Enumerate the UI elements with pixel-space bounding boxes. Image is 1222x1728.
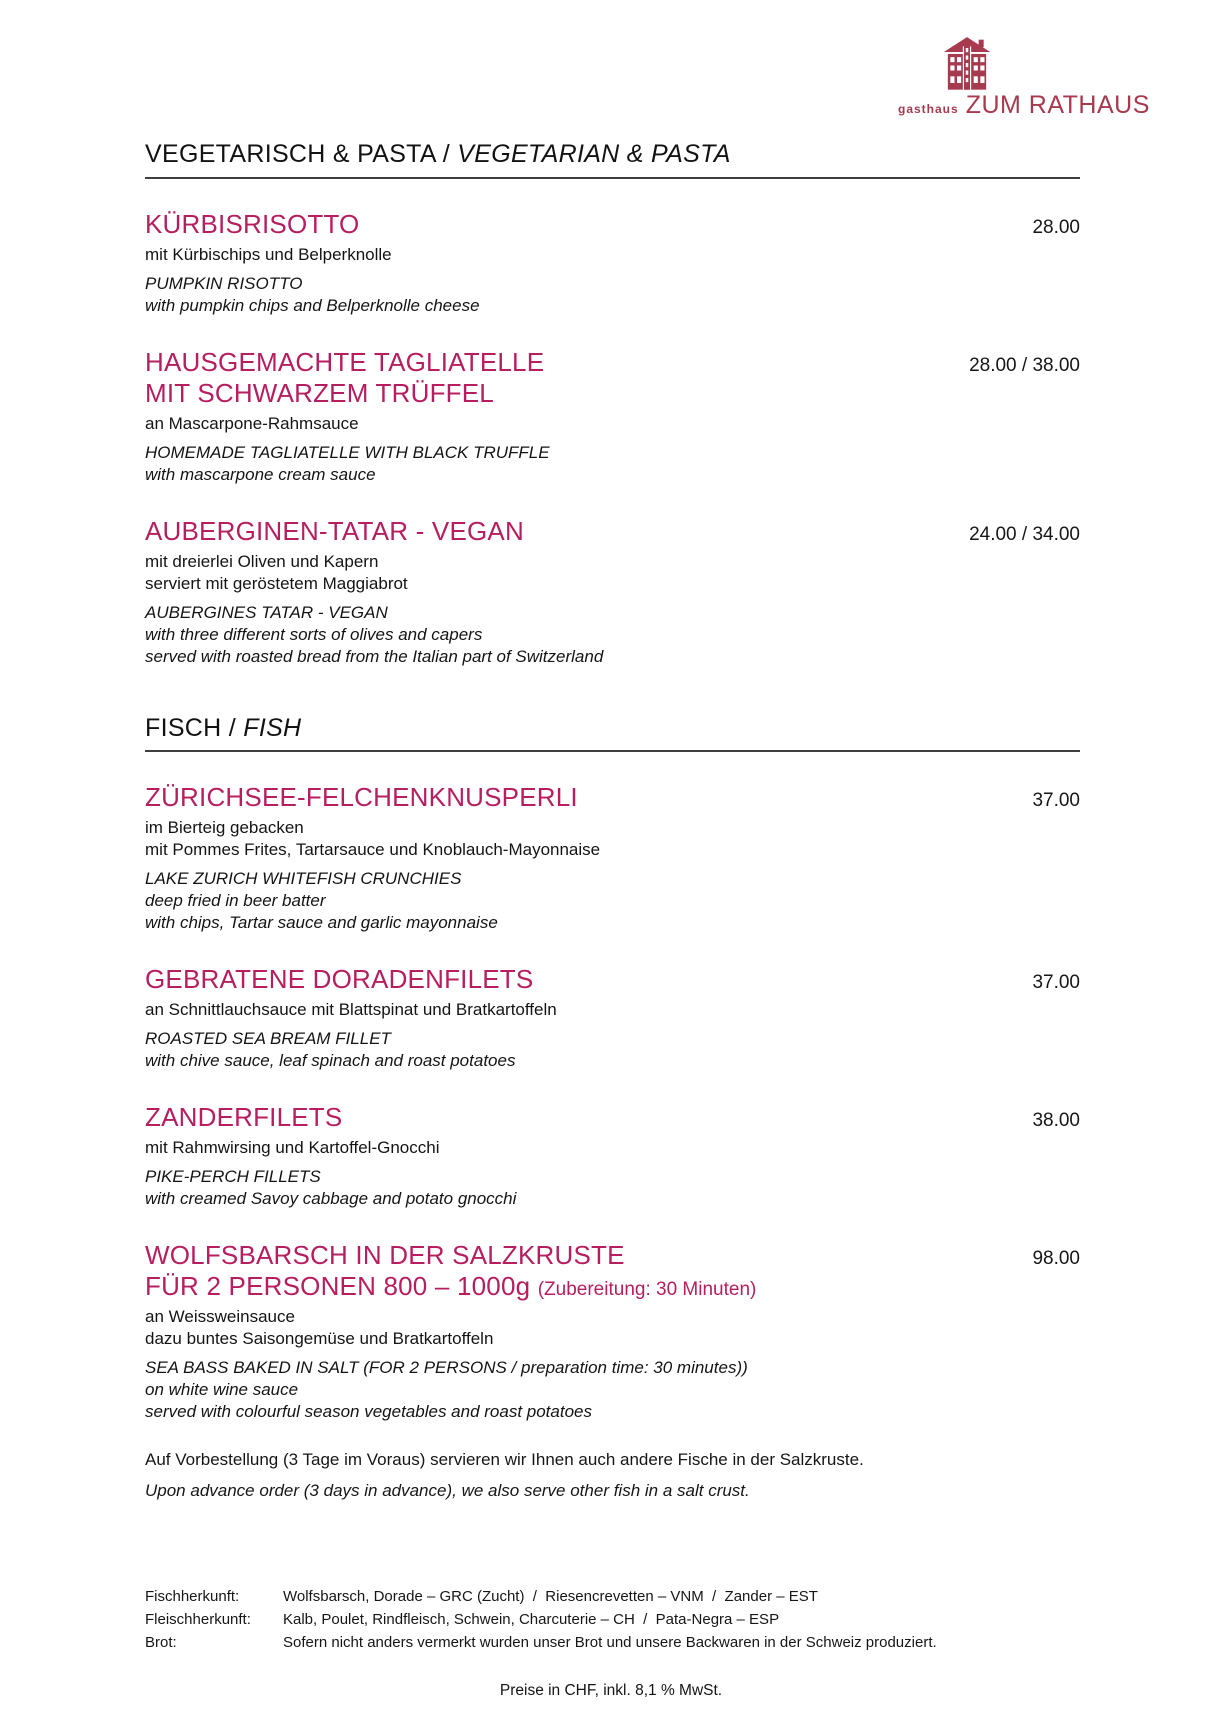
tax-note: Preise in CHF, inkl. 8,1 % MwSt. [499, 1682, 723, 1699]
item-head [145, 782, 1080, 813]
origin-row-bread [145, 1631, 1105, 1654]
desc-line: with three different sorts of olives and capers [145, 624, 483, 644]
origin-value: Wolfsbarsch, Dorade – GRC (Zucht) / Riesencrevetten – VNM / Zander – EST [283, 1588, 818, 1605]
item-title-line: KÜRBISRISOTTO [145, 208, 360, 239]
item-description-de [145, 413, 1080, 435]
desc-line: mit Kürbischips und Belperknolle [145, 244, 392, 264]
item-description-de [145, 1137, 1080, 1159]
item-description-en [145, 1028, 1080, 1072]
item-head [145, 1102, 1080, 1133]
logo-gasthaus-label: gasthaus [898, 102, 959, 116]
item-head [145, 347, 1080, 409]
item-head [145, 516, 1080, 547]
menu-content [145, 140, 1080, 1502]
menu-item-auberginen-tatar [145, 516, 1080, 668]
item-title-line: ZÜRICHSEE-FELCHENKNUSPERLI [145, 782, 578, 813]
item-title-line: GEBRATENE DORADENFILETS [145, 964, 534, 995]
desc-line: AUBERGINES TATAR - VEGAN [145, 602, 388, 622]
item-title [145, 964, 533, 995]
item-title [145, 347, 544, 409]
origin-value: Kalb, Poulet, Rindfleisch, Schwein, Charcuterie – CH / Pata-Negra – ESP [283, 1611, 780, 1628]
desc-line: with chips, Tartar sauce and garlic mayonnaise [145, 913, 498, 933]
item-description-en [145, 442, 1080, 486]
section-vegetarian-pasta [145, 140, 1080, 668]
item-price: 28.00 / 38.00 [969, 354, 1080, 376]
origin-row-meat [145, 1608, 1105, 1631]
preparation-time-note: (Zubereitung: 30 Minuten) [537, 1279, 757, 1300]
desc-line: PUMPKIN RISOTTO [145, 273, 303, 293]
item-price: 28.00 [1032, 216, 1080, 238]
logo-name-label: ZUM RATHAUS [965, 91, 1150, 119]
desc-line: ROASTED SEA BREAM FILLET [145, 1029, 391, 1049]
item-description-en [145, 868, 1080, 934]
item-head [145, 1240, 1080, 1302]
item-description-de [145, 817, 1080, 861]
restaurant-logo [898, 36, 1150, 120]
origin-value: Sofern nicht anders vermerkt wurden unser Brot und unsere Backwaren in der Schweiz produziert. [283, 1634, 937, 1651]
desc-line: an Mascarpone-Rahmsauce [145, 413, 359, 433]
item-title [145, 209, 360, 240]
desc-line: dazu buntes Saisongemüse und Bratkartoffeln [145, 1328, 494, 1348]
item-title-line-text: FÜR 2 PERSONEN 800 – 1000g [145, 1271, 531, 1301]
desc-line: mit Pommes Frites, Tartarsauce und Knoblauch-Mayonnaise [145, 840, 601, 860]
desc-line: SEA BASS BAKED IN SALT (FOR 2 PERSONS / preparation time: 30 minutes)) [145, 1357, 748, 1377]
menu-item-wolfsbarsch [145, 1240, 1080, 1423]
desc-line: with pumpkin chips and Belperknolle cheese [145, 295, 480, 315]
origin-label: Brot: [145, 1634, 177, 1651]
section-title-de: VEGETARISCH & PASTA [145, 140, 436, 168]
desc-line: serviert mit geröstetem Maggiabrot [145, 573, 408, 593]
desc-line: with creamed Savoy cabbage and potato gnocchi [145, 1189, 517, 1209]
item-title-line: ZANDERFILETS [145, 1102, 343, 1133]
item-description-en [145, 1166, 1080, 1210]
item-title [145, 782, 578, 813]
item-description-de [145, 999, 1080, 1021]
origin-label: Fleischherkunft: [145, 1611, 251, 1628]
section-heading [145, 140, 1080, 179]
desc-line: an Weissweinsauce [145, 1306, 295, 1326]
rathaus-building-icon [942, 36, 992, 90]
desc-line: deep fried in beer batter [145, 891, 326, 911]
item-price: 98.00 [1032, 1248, 1080, 1270]
item-head [145, 964, 1080, 995]
menu-item-doradenfilets [145, 964, 1080, 1072]
item-description-de [145, 244, 1080, 266]
origin-label: Fischherkunft: [145, 1588, 240, 1605]
section-heading [145, 714, 1080, 753]
item-title [145, 1240, 756, 1302]
desc-line: on white wine sauce [145, 1379, 299, 1399]
section-title-de: FISCH [145, 713, 222, 742]
section-fish [145, 714, 1080, 1502]
item-title-line: MIT SCHWARZEM TRÜFFEL [145, 377, 494, 408]
item-title-line: WOLFSBARSCH IN DER SALZKRUSTE [145, 1240, 625, 1271]
menu-item-tagliatelle [145, 347, 1080, 486]
menu-item-felchenknusperli [145, 782, 1080, 934]
salt-crust-footnote [145, 1449, 1080, 1502]
item-price: 37.00 [1032, 790, 1080, 812]
desc-line: HOMEMADE TAGLIATELLE WITH BLACK TRUFFLE [145, 442, 550, 462]
desc-line: with chive sauce, leaf spinach and roast potatoes [145, 1051, 516, 1071]
item-description-en [145, 602, 1080, 668]
origin-info [145, 1585, 1105, 1654]
item-price: 38.00 [1032, 1110, 1080, 1132]
item-price: 37.00 [1032, 972, 1080, 994]
item-title [145, 1102, 342, 1133]
desc-line: mit dreierlei Oliven und Kapern [145, 551, 379, 571]
desc-line: served with colourful season vegetables and roast potatoes [145, 1401, 592, 1421]
desc-line: im Bierteig gebacken [145, 818, 304, 838]
item-description-en [145, 273, 1080, 317]
item-description-de [145, 1306, 1080, 1350]
item-title-line: AUBERGINEN-TATAR - VEGAN [145, 515, 524, 546]
footnote-de: Auf Vorbestellung (3 Tage im Voraus) servieren wir Ihnen auch andere Fische in der Salzkruste. [145, 1449, 864, 1469]
item-description-de [145, 551, 1080, 595]
section-title-separator: / [228, 713, 236, 742]
menu-item-kuerbisrisotto [145, 209, 1080, 317]
desc-line: an Schnittlauchsauce mit Blattspinat und Bratkartoffeln [145, 1000, 557, 1020]
origin-row-fish [145, 1585, 1105, 1608]
item-price: 24.00 / 34.00 [969, 523, 1080, 545]
logo-wordmark [898, 91, 1150, 120]
desc-line: PIKE-PERCH FILLETS [145, 1167, 321, 1187]
desc-line: served with roasted bread from the Italian part of Switzerland [145, 646, 604, 666]
section-title-separator: / [442, 140, 450, 168]
item-head [145, 209, 1080, 240]
desc-line: LAKE ZURICH WHITEFISH CRUNCHIES [145, 869, 462, 889]
item-title [145, 516, 524, 547]
section-title-en: FISH [243, 713, 302, 742]
desc-line: with mascarpone cream sauce [145, 464, 376, 484]
item-description-en [145, 1357, 1080, 1423]
desc-line: mit Rahmwirsing und Kartoffel-Gnocchi [145, 1138, 440, 1158]
item-title-line: HAUSGEMACHTE TAGLIATELLE [145, 346, 545, 377]
footnote-en: Upon advance order (3 days in advance), we also serve other fish in a salt crust. [145, 1480, 750, 1500]
item-title-line [145, 1271, 756, 1302]
section-title-en: VEGETARIAN & PASTA [457, 140, 731, 168]
menu-item-zanderfilets [145, 1102, 1080, 1210]
